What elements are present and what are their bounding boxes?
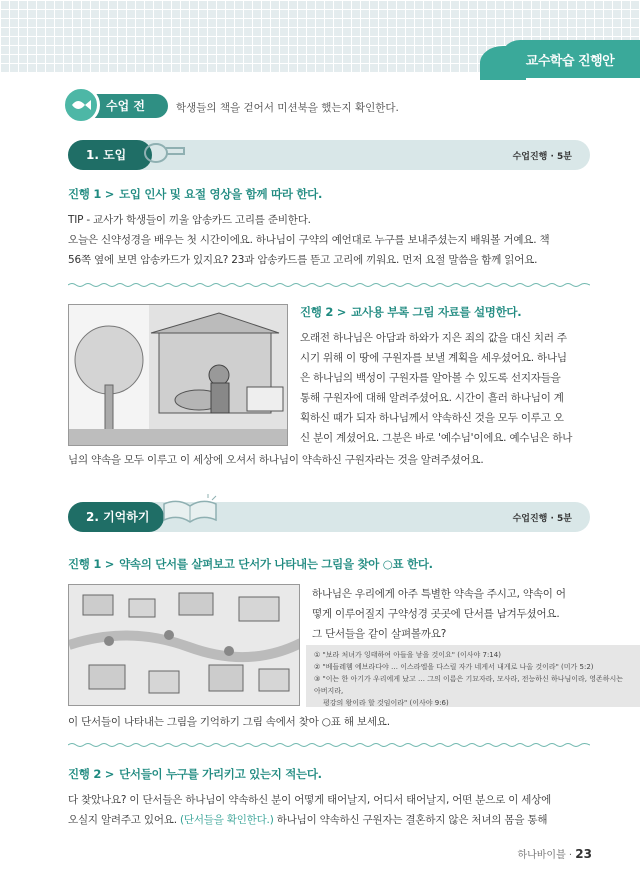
- step-number: 진행 2 >: [68, 767, 115, 781]
- nativity-illustration: [68, 304, 288, 446]
- text-span: 오실지 알려주고 있어요.: [68, 814, 180, 826]
- section-bar-remember: [68, 502, 590, 532]
- town-map-illustration: [68, 584, 300, 706]
- fish-icon: [62, 86, 100, 124]
- paragraph-line: 획하신 때가 되자 하나님께서 약속하신 것을 모두 이루고 오: [300, 412, 564, 424]
- teacher-note: (단서들을 확인한다.): [179, 814, 274, 826]
- paragraph-line: 시기 위해 이 땅에 구원자를 보낼 계획을 세우셨어요. 하나님: [300, 352, 567, 364]
- clue-line: ③ "이는 한 아기가 우리에게 났고 … 그의 이름은 기묘자라, 모사라, 전능하신 하나님이라, 영존하시는 아버지라,: [314, 675, 624, 695]
- section-meta: 수업진행 · 5분: [512, 152, 572, 162]
- paragraph-line: 다 찾았나요? 이 단서들은 하나님이 약속하신 분이 어떻게 태어날지, 어디서 태어날지, 어떤 분으로 이 세상에: [68, 794, 552, 806]
- paragraph-line: 56쪽 옆에 보면 암송카드가 있지요? 23과 암송카드를 뜯고 고리에 끼워요. 먼저 요절 말씀을 함께 읽어요.: [68, 254, 538, 266]
- paragraph-line: 통해 구원자에 대해 알려주셨어요. 시간이 흘러 하나님이 계: [300, 392, 564, 404]
- open-book-icon: [160, 494, 220, 529]
- paragraph-line: 그 단서들을 같이 살펴볼까요?: [312, 628, 447, 640]
- page-footer: [517, 846, 592, 861]
- wave-divider: [68, 742, 590, 748]
- page-number: 23: [575, 847, 592, 861]
- corner-tab-label: 교수학습 진행안: [525, 53, 615, 69]
- corner-tab: [500, 40, 640, 78]
- paragraph-line: 이 단서들이 나타내는 그림을 기억하기 그림 속에서 찾아 ○표 해 보세요.: [68, 716, 390, 728]
- section-label: 1. 도입: [68, 140, 152, 170]
- paragraph-line: 떻게 이루어질지 구약성경 곳곳에 단서를 남겨두셨어요.: [312, 608, 560, 620]
- paragraph-line: TIP - 교사가 학생들이 끼울 암송카드 고리를 준비한다.: [68, 214, 311, 226]
- step-number: 진행 1 >: [68, 187, 115, 201]
- step-title-intro-2: [300, 304, 521, 320]
- clue-line: ② "베들레헴 에브라다야 … 이스라엘을 다스릴 자가 네게서 내게로 나올 것이라" (미가 5:2): [314, 663, 594, 671]
- clue-line: 평강의 왕이라 할 것임이라" (이사야 9:6): [323, 699, 449, 707]
- clue-line: ① "보라 처녀가 잉태하여 아들을 낳을 것이요" (이사야 7:14): [314, 651, 501, 659]
- step-title-remember-1: [68, 556, 433, 572]
- section-label: 2. 기억하기: [68, 502, 164, 532]
- before-class-label: 수업 전: [68, 94, 168, 118]
- step-title-text: 약속의 단서를 살펴보고 단서가 나타내는 그림을 찾아 ○표 한다.: [119, 557, 433, 571]
- paragraph-line: 하나님은 우리에게 아주 특별한 약속을 주시고, 약속이 어: [312, 588, 566, 600]
- step-number: 진행 2 >: [300, 305, 347, 319]
- paragraph-line: 신 분이 계셨어요. 그분은 바로 '예수님'이에요. 예수님은 하나: [300, 432, 573, 444]
- paragraph-line: 오늘은 신약성경을 배우는 첫 시간이에요. 하나님이 구약의 예언대로 누구를 보내주셨는지 배워볼 거예요. 책: [68, 234, 550, 246]
- paragraph-line: [68, 810, 547, 830]
- step-title-text: 도입 인사 및 요절 영상을 함께 따라 한다.: [119, 187, 323, 201]
- wave-divider: [68, 282, 590, 288]
- text-span: 하나님이 약속하신 구원자는 결혼하지 않은 처녀의 몸을 통해: [273, 814, 548, 826]
- paragraph-line: 님의 약속을 모두 이루고 이 세상에 오셔서 하나님이 약속하신 구원자라는 것을 알려주셨어요.: [68, 454, 484, 466]
- whistle-icon: [142, 140, 186, 171]
- section-meta: 수업진행 · 5분: [512, 514, 572, 524]
- paragraph-line: 은 하나님의 백성이 구원자를 알아볼 수 있도록 선지자들을: [300, 372, 561, 384]
- step-title-intro-1: [68, 186, 322, 202]
- footer-book-name: 하나바이블 ·: [517, 850, 573, 861]
- before-class-text: 학생들의 책을 걷어서 미션북을 했는지 확인한다.: [176, 102, 399, 114]
- step-number: 진행 1 >: [68, 557, 115, 571]
- scripture-clue-box: [306, 645, 640, 707]
- step-title-remember-2: [68, 766, 322, 782]
- step-title-text: 단서들이 누구를 가리키고 있는지 적는다.: [119, 767, 322, 781]
- paragraph-line: 오래전 하나님은 아담과 하와가 지은 죄의 값을 대신 치러 주: [300, 332, 567, 344]
- step-title-text: 교사용 부록 그림 자료를 설명한다.: [351, 305, 522, 319]
